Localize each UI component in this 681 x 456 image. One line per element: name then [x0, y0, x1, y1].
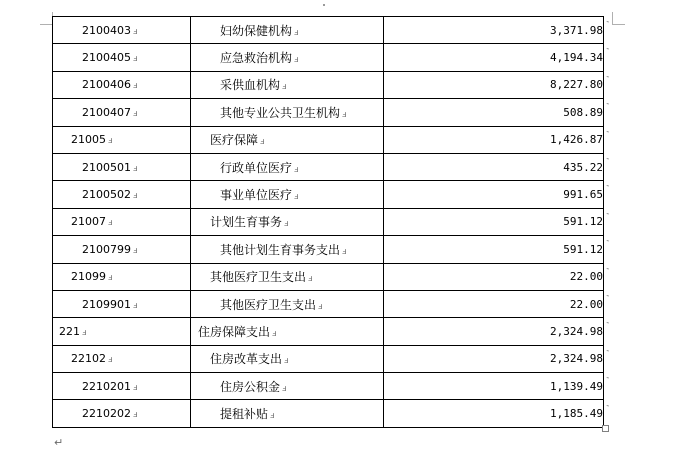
cell-end-mark: ⅎ — [342, 109, 347, 120]
amount-cell[interactable] — [384, 345, 604, 372]
table-row — [53, 126, 604, 153]
subject-code-cell[interactable] — [53, 345, 191, 372]
subject-name-cell[interactable] — [191, 290, 384, 317]
amount-cell[interactable] — [384, 290, 604, 317]
subject-code: 2100403 — [82, 23, 131, 37]
row-end-mark: ˺ — [606, 404, 609, 415]
amount-cell[interactable] — [384, 373, 604, 400]
subject-name: 其他医疗卫生支出 — [220, 297, 317, 312]
subject-code: 21007 — [71, 215, 106, 229]
table-row — [53, 181, 604, 208]
row-end-mark: ˺ — [606, 48, 609, 59]
table-row — [53, 44, 604, 71]
amount-value: 991.65 — [563, 188, 603, 202]
cell-end-mark: ⅎ — [133, 191, 138, 202]
subject-name: 其他专业公共卫生机构 — [220, 105, 341, 120]
subject-code: 221 — [59, 324, 80, 338]
cell-end-mark: ⅎ — [270, 411, 275, 422]
table-row — [53, 290, 604, 317]
subject-name-cell[interactable] — [191, 153, 384, 180]
subject-name: 提租补贴 — [220, 407, 269, 422]
table-row — [53, 345, 604, 372]
subject-name: 妇幼保健机构 — [220, 23, 293, 38]
subject-name: 采供血机构 — [220, 78, 281, 93]
cell-end-mark: ⅎ — [294, 164, 299, 175]
subject-name: 计划生育事务 — [210, 215, 283, 230]
amount-cell[interactable] — [384, 44, 604, 71]
amount-value: 1,139.49 — [550, 379, 603, 393]
row-end-mark: ˺ — [606, 322, 609, 333]
amount-value: 22.00 — [569, 297, 603, 311]
subject-name: 住房改革支出 — [210, 352, 283, 367]
amount-value: 1,426.87 — [550, 133, 603, 147]
subject-name: 其他医疗卫生支出 — [210, 270, 307, 285]
subject-code: 2100407 — [82, 105, 131, 119]
amount-cell[interactable] — [384, 126, 604, 153]
cell-end-mark: ⅎ — [133, 163, 138, 174]
subject-code: 2210202 — [82, 407, 131, 421]
subject-name-cell[interactable] — [191, 236, 384, 263]
subject-name-cell[interactable] — [191, 17, 384, 44]
subject-name-cell[interactable] — [191, 71, 384, 98]
row-end-mark: ˺ — [606, 295, 609, 305]
row-end-mark: ˺ — [606, 349, 609, 360]
amount-cell[interactable] — [384, 263, 604, 290]
subject-code-cell[interactable] — [53, 17, 191, 44]
amount-value: 3,371.98 — [550, 23, 603, 37]
subject-code: 2100502 — [82, 188, 131, 202]
cell-end-mark: ⅎ — [318, 301, 323, 312]
amount-cell[interactable] — [384, 400, 604, 427]
amount-cell[interactable] — [384, 153, 604, 180]
subject-name-cell[interactable] — [191, 99, 384, 126]
cell-end-mark: ⅎ — [108, 218, 113, 229]
row-end-mark: ˺ — [606, 377, 609, 388]
row-end-mark: ˺ — [606, 158, 609, 168]
row-end-mark: ˺ — [606, 103, 609, 114]
amount-value: 2,324.98 — [550, 352, 603, 366]
subject-name: 应急救治机构 — [220, 51, 293, 66]
row-end-mark: ˺ — [606, 240, 609, 251]
subject-name-cell[interactable] — [191, 208, 384, 235]
amount-value: 435.22 — [563, 160, 603, 174]
amount-value: 508.89 — [563, 105, 603, 119]
subject-code-cell[interactable] — [53, 181, 191, 208]
amount-value: 1,185.49 — [550, 407, 603, 421]
subject-name-cell[interactable] — [191, 373, 384, 400]
table-row — [53, 208, 604, 235]
amount-cell[interactable] — [384, 181, 604, 208]
cell-end-mark: ⅎ — [294, 55, 299, 66]
subject-code: 2100406 — [82, 78, 131, 92]
row-end-mark: ˺ — [606, 21, 609, 31]
subject-code-cell[interactable] — [53, 400, 191, 427]
subject-name-cell[interactable] — [191, 318, 384, 345]
cell-end-mark: ⅎ — [282, 383, 287, 394]
cell-end-mark: ⅎ — [108, 136, 113, 147]
subject-name-cell[interactable] — [191, 400, 384, 427]
subject-code-cell[interactable] — [53, 208, 191, 235]
subject-code-cell[interactable] — [53, 290, 191, 317]
subject-code: 2210201 — [82, 379, 131, 393]
cell-end-mark: ⅎ — [133, 410, 138, 421]
table-row — [53, 71, 604, 98]
cell-end-mark: ⅎ — [133, 81, 138, 92]
cell-end-mark: ⅎ — [108, 355, 113, 366]
amount-value: 22.00 — [569, 270, 603, 284]
subject-code-cell[interactable] — [53, 153, 191, 180]
amount-value: 591.12 — [563, 215, 603, 229]
cell-end-mark: ⅎ — [133, 245, 138, 256]
table-row — [53, 400, 604, 427]
table-row — [53, 153, 604, 180]
row-end-mark: ˺ — [606, 267, 609, 278]
subject-code: 22102 — [71, 352, 106, 366]
amount-value: 2,324.98 — [550, 324, 603, 338]
subject-code-cell[interactable] — [53, 44, 191, 71]
subject-code-cell[interactable] — [53, 71, 191, 98]
cell-end-mark: ⅎ — [133, 300, 138, 311]
cell-end-mark: ⅎ — [282, 82, 287, 93]
cell-end-mark: ⅎ — [133, 54, 138, 65]
subject-code: 21099 — [71, 270, 106, 284]
amount-cell[interactable] — [384, 99, 604, 126]
subject-code: 2100799 — [82, 242, 131, 256]
subject-code-cell[interactable] — [53, 263, 191, 290]
amount-cell[interactable] — [384, 208, 604, 235]
table-row — [53, 373, 604, 400]
cell-end-mark: ⅎ — [308, 274, 313, 285]
subject-code: 2100501 — [82, 160, 131, 174]
cell-end-mark: ⅎ — [133, 108, 138, 119]
cell-end-mark: ⅎ — [342, 246, 347, 257]
subject-name-cell[interactable] — [191, 126, 384, 153]
budget-table-body — [53, 17, 604, 428]
paragraph-mark: ↵ — [54, 436, 64, 449]
cell-end-mark: ⅎ — [108, 273, 113, 284]
subject-code-cell[interactable] — [53, 126, 191, 153]
subject-name-cell[interactable] — [191, 345, 384, 372]
subject-code: 2109901 — [82, 297, 131, 311]
subject-name: 医疗保障 — [210, 133, 259, 148]
table-row — [53, 17, 604, 44]
subject-name: 住房保障支出 — [198, 324, 271, 339]
subject-code: 2100405 — [82, 51, 131, 65]
cell-end-mark: ⅎ — [272, 328, 277, 339]
subject-name: 住房公积金 — [220, 379, 281, 394]
table-resize-handle[interactable] — [602, 425, 609, 432]
table-row — [53, 263, 604, 290]
amount-value: 4,194.34 — [550, 51, 603, 65]
subject-name: 事业单位医疗 — [220, 188, 293, 203]
subject-name-cell[interactable] — [191, 263, 384, 290]
amount-cell[interactable] — [384, 318, 604, 345]
amount-cell[interactable] — [384, 17, 604, 44]
row-end-mark: ˺ — [606, 130, 609, 141]
cell-end-mark: ⅎ — [294, 27, 299, 38]
table-row — [53, 99, 604, 126]
subject-code-cell[interactable] — [53, 99, 191, 126]
subject-name-cell[interactable] — [191, 181, 384, 208]
cell-end-mark: ⅎ — [284, 219, 289, 230]
cell-end-mark: ⅎ — [260, 137, 265, 148]
table-row — [53, 236, 604, 263]
amount-value: 8,227.80 — [550, 78, 603, 92]
subject-code-cell[interactable] — [53, 236, 191, 263]
row-end-mark: ˺ — [606, 75, 609, 86]
budget-table — [52, 16, 604, 428]
cell-end-mark: ⅎ — [284, 356, 289, 367]
subject-name-cell[interactable] — [191, 44, 384, 71]
cell-end-mark: ⅎ — [294, 192, 299, 203]
amount-cell[interactable] — [384, 236, 604, 263]
cell-end-mark: ⅎ — [133, 26, 138, 37]
amount-cell[interactable] — [384, 71, 604, 98]
subject-name: 其他计划生育事务支出 — [220, 242, 341, 257]
subject-code-cell[interactable] — [53, 373, 191, 400]
cell-end-mark: ⅎ — [133, 382, 138, 393]
subject-code-cell[interactable] — [53, 318, 191, 345]
subject-code: 21005 — [71, 133, 106, 147]
table-row — [53, 318, 604, 345]
row-end-mark: ˺ — [606, 185, 609, 196]
amount-value: 591.12 — [563, 242, 603, 256]
cell-end-mark: ⅎ — [82, 327, 87, 338]
header-dot-mark — [323, 4, 325, 6]
subject-name: 行政单位医疗 — [220, 160, 293, 175]
row-end-mark: ˺ — [606, 212, 609, 223]
margin-corner-mark-right — [612, 12, 625, 25]
